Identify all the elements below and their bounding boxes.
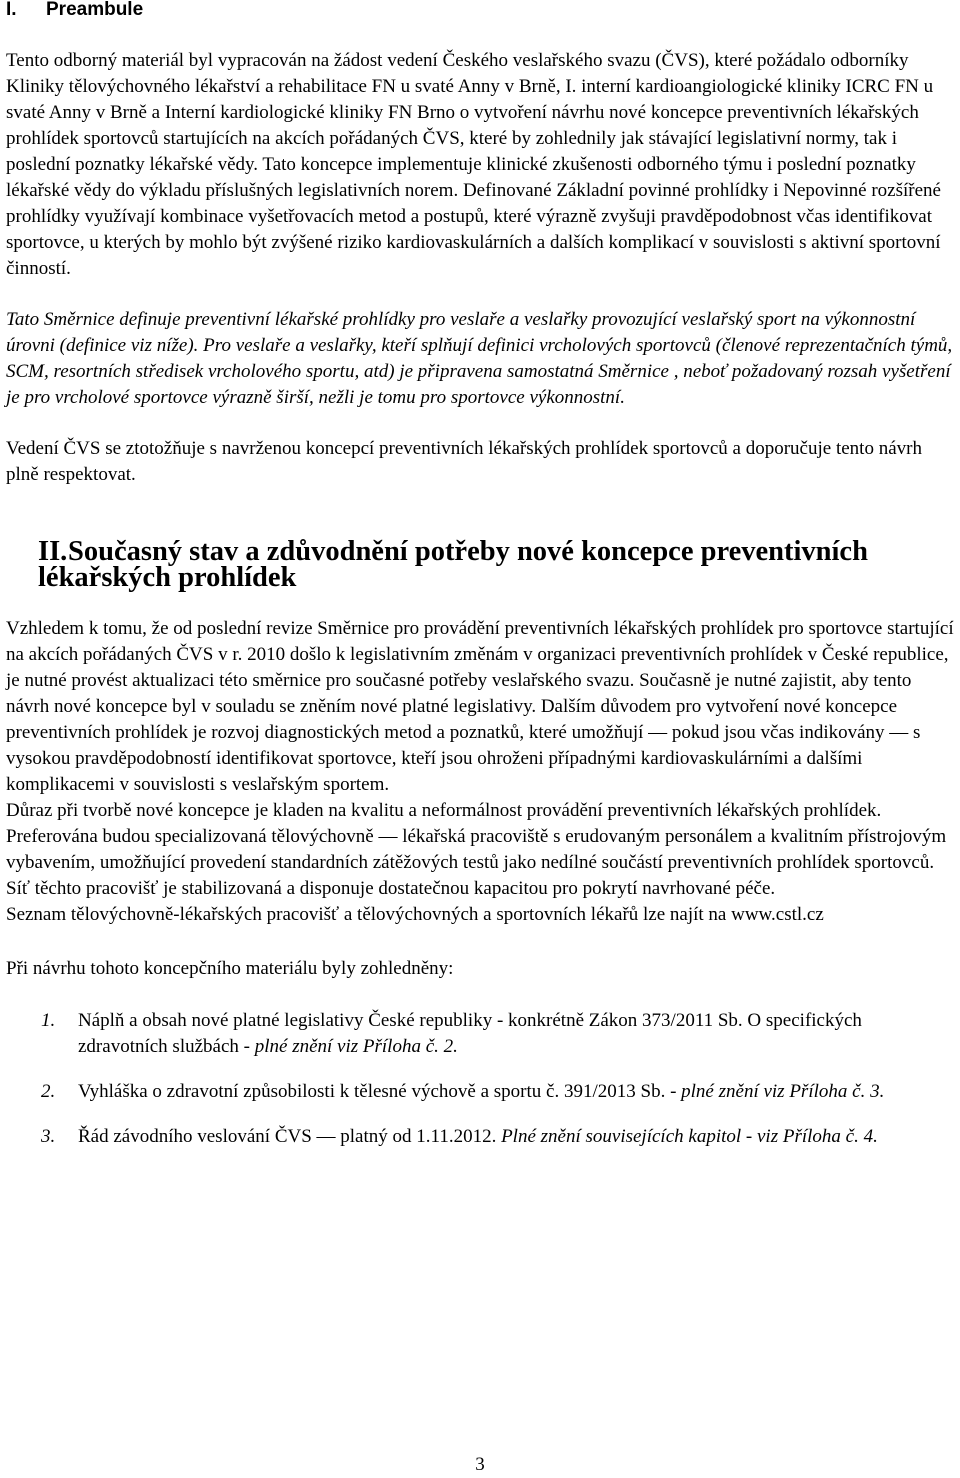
section-1-number: I. — [6, 0, 17, 20]
section-2-heading — [6, 536, 954, 593]
preamble-paragraph-1: Tento odborný materiál byl vypracován na žádost vedení Českého veslařského svazu (ČVS), které požádalo odborníky Kliniky tělovýchovného lékařství a rehabilitace FN u svaté Anny v Brně, I. interní kardioangiologické kliniky ICRC FN u svaté Anny v Brně a Interní kardiologické kliniky FN Brno o vytvoření návrhu nové koncepce preventivních lékařských prohlídek sportovců startujících na akcích pořádaných ČVS, které by zohlednily jak stávající legislativní normy, tak i poslední poznatky lékařské vědy. Tato koncepce implementuje klinické zkušenosti odborného týmu i poslední poznatky lékařské vědy do výkladu příslušných legislativních norem. Definované Základní povinné prohlídky i Nepovinné rozšířené prohlídky využívají kombinace vyšetřovacích metod a postupů, které výrazně zvyšuji pravděpodobnost včas identifikovat sportovce, u kterých by mohlo být zvýšené riziko kardiovaskulárních a dalších komplikací v souvislosti s aktivní sportovní činností. — [6, 50, 941, 279]
list-item-italic: Plné znění souvisejících kapitol - viz Příloha č. 4. — [501, 1126, 878, 1147]
list-item-text: Řád závodního veslování ČVS — platný od 1.11.2012. — [78, 1126, 502, 1147]
current-state-paragraph-4: Seznam tělovýchovně-lékařských pracovišť a tělovýchovných a sportovních lékařů lze najít na www.cstl.cz — [6, 904, 824, 925]
list-item — [6, 1079, 954, 1105]
section-2-title: Současný stav a zdůvodnění potřeby nové koncepce preventivních lékařských prohlídek — [38, 536, 868, 593]
preamble-paragraph-3: Vedení ČVS se ztotožňuje s navrženou koncepcí preventivních lékařských prohlídek sportovců a doporučuje tento návrh plně respektovat. — [6, 438, 922, 485]
list-item — [6, 1124, 954, 1150]
page-number: 3 — [475, 1454, 485, 1475]
preamble-paragraph-2-text: Tato Směrnice definuje preventivní lékařské prohlídky pro veslaře a veslařky provozující veslařský sport na výkonnostní úrovni (definice viz níže). Pro veslaře a veslařky, kteří splňují definici vrcholových sportovců (členové reprezentačních týmů, SCM, resortních středisek vrcholového sportu, atd) je připravena samostatná Směrnice , neboť požadovaný rozsah vyšetření je pro vrcholové sportovce výrazně širší, nežli je tomu pro sportovce výkonnostní. — [6, 309, 953, 408]
current-state-paragraph-3: Preferována budou specializovaná tělovýchovně — lékařská pracoviště s erudovaným personálem a kvalitním přístrojovým vybavením, umožňující provedení standardních zátěžových testů jako nedílné součástí preventivních prohlídek sportovců. Síť těchto pracovišť je stabilizovaná a disponuje dostatečnou kapacitou pro pokrytí navrhované péče. — [6, 826, 947, 899]
considered-documents-list — [6, 1008, 954, 1150]
section-1-title: Preambule — [46, 0, 144, 20]
section-2-number: II. — [38, 536, 68, 567]
list-item-italic: plné znění viz Příloha č. 2. — [254, 1036, 458, 1057]
list-item-text: Vyhláška o zdravotní způsobilosti k tělesné výchově a sportu č. 391/2013 Sb. - — [78, 1081, 682, 1102]
list-item-number: 3. — [41, 1126, 56, 1147]
current-state-paragraph-5: Při návrhu tohoto koncepčního materiálu byly zohledněny: — [6, 958, 454, 979]
current-state-paragraph-2: Důraz při tvorbě nové koncepce je kladen na kvalitu a neformálnost provádění preventivních lékařských prohlídek. — [6, 800, 882, 821]
section-1-heading — [6, 0, 954, 20]
list-item-number: 1. — [41, 1010, 56, 1031]
list-item-italic: plné znění viz Příloha č. 3. — [681, 1081, 885, 1102]
preamble-paragraph-2 — [6, 307, 954, 411]
list-item-text: Náplň a obsah nové platné legislativy České republiky - konkrétně Zákon 373/2011 Sb. O specifických zdravotních službách - — [78, 1010, 862, 1057]
current-state-paragraph-1: Vzhledem k tomu, že od poslední revize Směrnice pro provádění preventivních lékařských prohlídek pro sportovce startující na akcích pořádaných ČVS v r. 2010 došlo k legislativním změnám v organizaci preventivních prohlídek v České republice, je nutné provést aktualizaci této směrnice pro současné potřeby veslařského svazu. Současně je nutné zajistit, aby tento návrh nové koncepce byl v souladu se zněním nové platné legislativy. Dalším důvodem pro vytvoření nové koncepce preventivních prohlídek je rozvoj diagnostických metod a poznatků, které umožňují — pokud jsou včas indikovány — s vysokou pravděpodobností identifikovat sportovce, kteří jsou ohroženi případnými kardiovaskulárními a dalšími komplikacemi v souvislosti s veslařským sportem. — [6, 618, 954, 795]
list-item-number: 2. — [41, 1081, 56, 1102]
document-page — [6, 0, 954, 1169]
list-item — [6, 1008, 954, 1060]
